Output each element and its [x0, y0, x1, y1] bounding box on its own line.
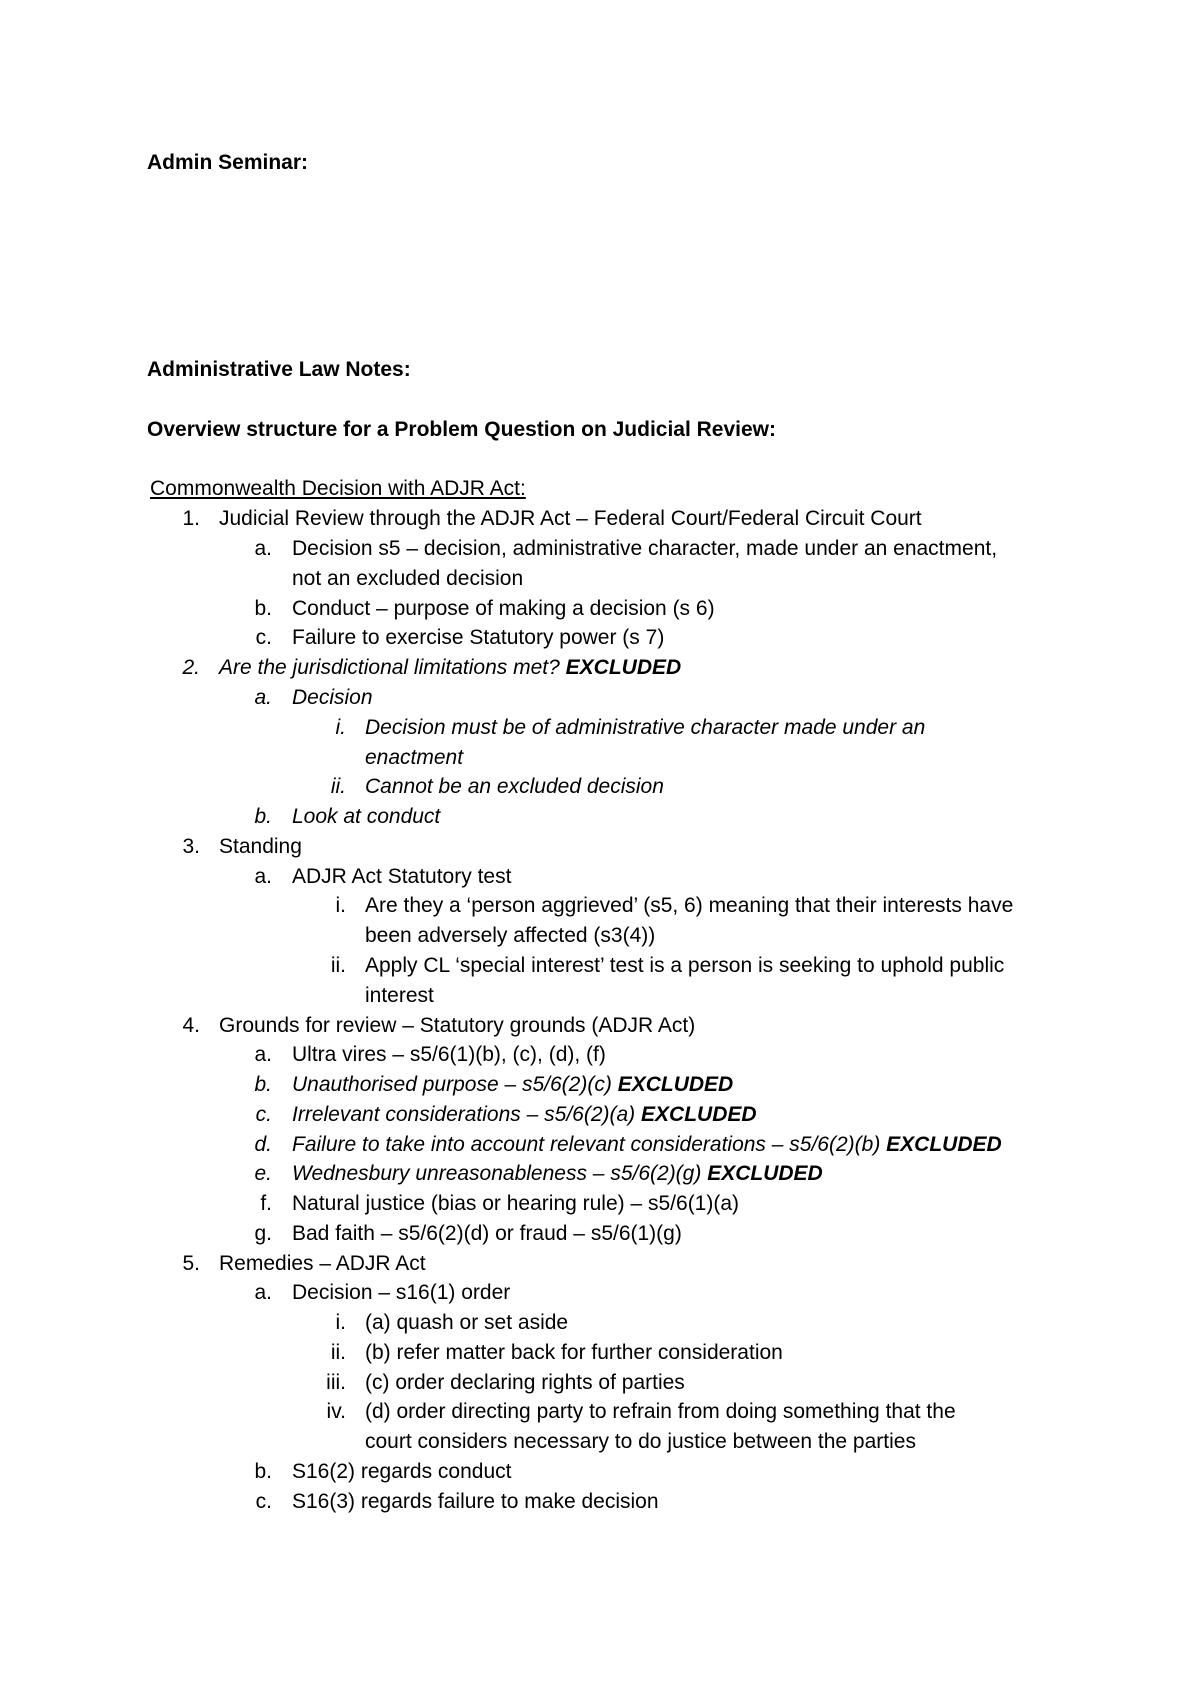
list-letter: e.	[254, 1162, 272, 1185]
list-text: Look at conduct	[292, 805, 441, 828]
list-letter: b.	[254, 1073, 272, 1096]
excluded-tag: EXCLUDED	[707, 1162, 823, 1185]
section-heading: Commonwealth Decision with ADJR Act:	[150, 477, 526, 500]
list-text: (a) quash or set aside	[365, 1311, 569, 1334]
list-letter: b.	[254, 805, 272, 828]
list-text: Decision – s16(1) order	[292, 1281, 511, 1304]
list-number: 5.	[182, 1252, 200, 1275]
list-letter: g.	[254, 1222, 272, 1245]
list-letter: c.	[255, 1103, 272, 1126]
list-text: S16(2) regards conduct	[292, 1460, 512, 1483]
notes-title: Administrative Law Notes:	[147, 358, 411, 381]
list-text: (c) order declaring rights of parties	[365, 1371, 685, 1394]
list-roman: iv.	[326, 1400, 346, 1423]
list-letter: b.	[254, 1460, 272, 1483]
list-text: Decision	[292, 686, 373, 709]
list-item-3a-i-continued: been adversely affected (s3(4))	[365, 924, 656, 947]
list-letter: a.	[254, 1281, 272, 1304]
list-roman: iii.	[326, 1371, 346, 1394]
list-letter: b.	[254, 597, 272, 620]
overview-title: Overview structure for a Problem Question on Judicial Review:	[147, 418, 777, 441]
list-letter: a.	[254, 537, 272, 560]
list-item-1a-continued: not an excluded decision	[292, 567, 524, 590]
list-text: Are the jurisdictional limitations met?	[219, 656, 560, 679]
list-text: Decision s5 – decision, administrative character, made under an enactment,	[292, 537, 998, 560]
list-text: Cannot be an excluded decision	[365, 775, 664, 798]
list-text: Apply CL ‘special interest’ test is a person is seeking to uphold public	[365, 954, 1005, 977]
list-text: Irrelevant considerations – s5/6(2)(a)	[292, 1103, 636, 1126]
excluded-tag: EXCLUDED	[565, 656, 682, 679]
list-number: 1.	[182, 507, 200, 530]
list-letter: f.	[260, 1192, 272, 1215]
list-item-5a-iv-continued: court considers necessary to do justice between the parties	[365, 1430, 916, 1453]
list-text: Standing	[219, 835, 302, 858]
excluded-tag: EXCLUDED	[617, 1073, 734, 1096]
list-text: (b) refer matter back for further consideration	[365, 1341, 783, 1364]
list-text: Failure to exercise Statutory power (s 7)	[292, 626, 665, 649]
list-number: 3.	[182, 835, 200, 858]
excluded-tag: EXCLUDED	[641, 1103, 757, 1126]
list-text: ADJR Act Statutory test	[292, 865, 512, 888]
list-text: (d) order directing party to refrain from doing something that the	[365, 1400, 956, 1423]
seminar-title: Admin Seminar:	[147, 151, 309, 174]
excluded-tag: EXCLUDED	[886, 1133, 1002, 1156]
list-text: Ultra vires – s5/6(1)(b), (c), (d), (f)	[292, 1043, 606, 1066]
list-text: Bad faith – s5/6(2)(d) or fraud – s5/6(1)(g)	[292, 1222, 682, 1245]
list-number: 4.	[182, 1014, 200, 1037]
list-number: 2.	[182, 656, 200, 679]
list-letter: a.	[254, 1043, 272, 1066]
list-item-3a-ii-continued: interest	[365, 984, 434, 1007]
list-roman: i.	[335, 894, 346, 917]
list-letter: c.	[255, 1490, 272, 1513]
list-text: Judicial Review through the ADJR Act – Federal Court/Federal Circuit Court	[219, 507, 922, 530]
list-roman: ii.	[330, 954, 346, 977]
list-roman: ii.	[330, 1341, 346, 1364]
list-text: Natural justice (bias or hearing rule) – s5/6(1)(a)	[292, 1192, 740, 1215]
list-letter: a.	[254, 686, 272, 709]
list-letter: a.	[254, 865, 272, 888]
list-letter: d.	[254, 1133, 272, 1156]
list-text: S16(3) regards failure to make decision	[292, 1490, 659, 1513]
list-text: Decision must be of administrative character made under an	[365, 716, 926, 739]
list-text: Conduct – purpose of making a decision (s 6)	[292, 597, 715, 620]
list-text: Remedies – ADJR Act	[219, 1252, 426, 1275]
list-text: Wednesbury unreasonableness – s5/6(2)(g)	[292, 1162, 702, 1185]
list-text: Are they a ‘person aggrieved’ (s5, 6) meaning that their interests have	[365, 894, 1014, 917]
list-text: Failure to take into account relevant considerations – s5/6(2)(b)	[292, 1133, 881, 1156]
list-item-2a-i-continued: enactment	[365, 746, 464, 769]
list-letter: c.	[255, 626, 272, 649]
list-roman: i.	[335, 1311, 346, 1334]
list-text: Unauthorised purpose – s5/6(2)(c)	[292, 1073, 612, 1096]
list-text: Grounds for review – Statutory grounds (ADJR Act)	[219, 1014, 696, 1037]
list-roman: ii.	[330, 775, 346, 798]
list-roman: i.	[335, 716, 346, 739]
